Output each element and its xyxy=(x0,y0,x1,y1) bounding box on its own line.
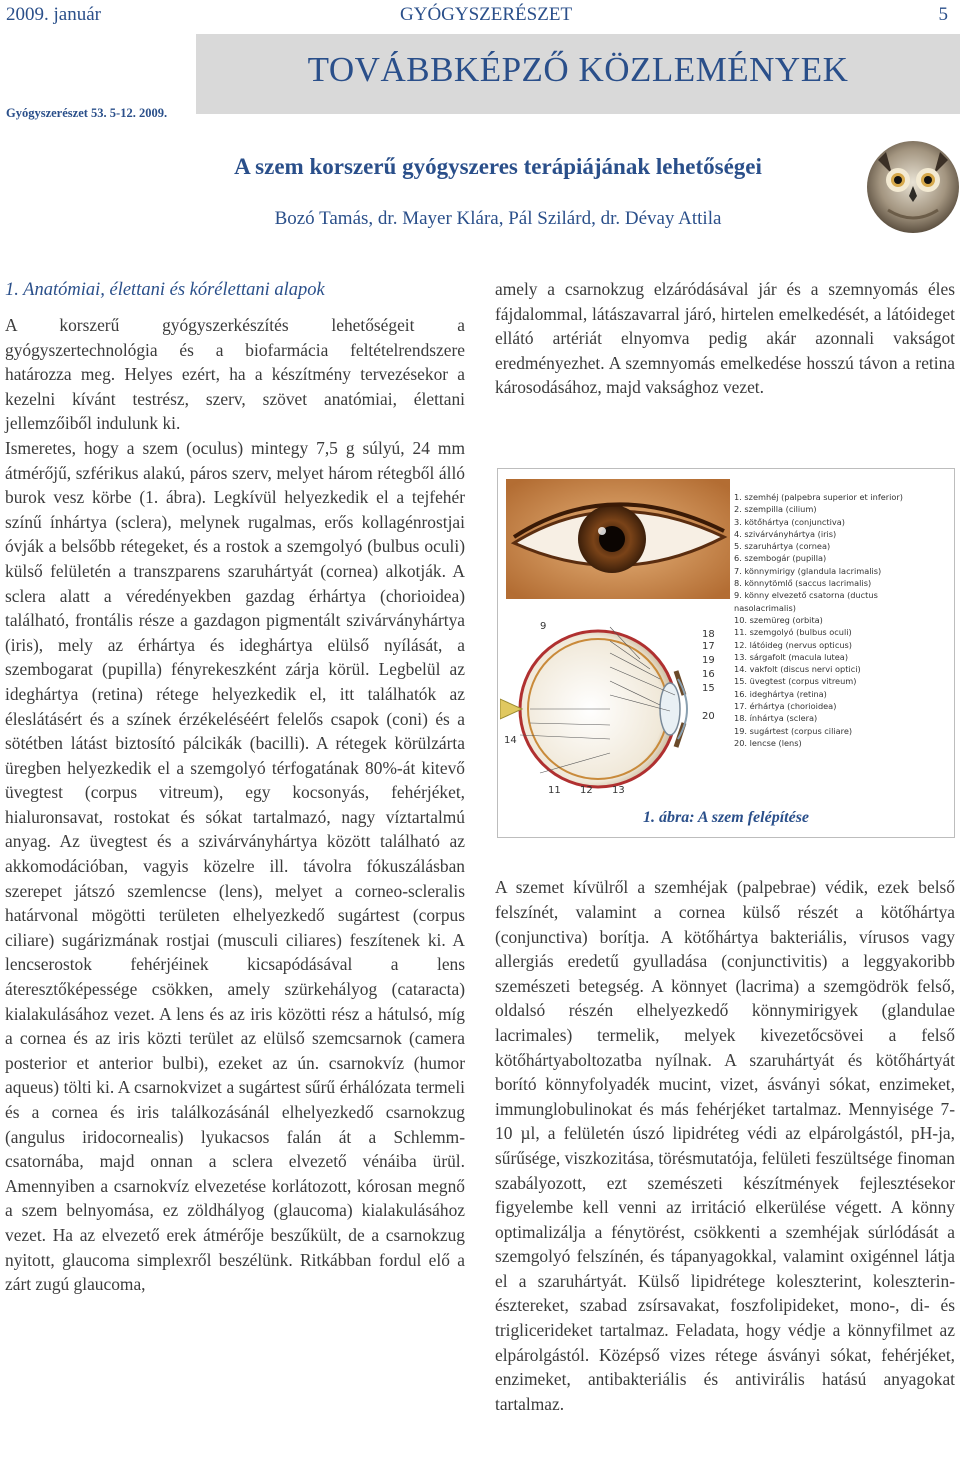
diagram-number: 13 xyxy=(612,785,625,796)
legend-item: 12. látóideg (nervus opticus) xyxy=(734,639,852,650)
issue-date: 2009. január xyxy=(6,4,101,25)
running-header xyxy=(6,4,954,30)
paragraph: Ismeretes, hogy a szem (oculus) mintegy 7,5 g súlyú, 24 mm átmérőjű, szférikus alakú, páros szerv, melyet három rétegből álló burok vesz körbe (1. ábra). Legkívül helyezkedik el a tejfehér színű ínhártya (sclera), melynek rugalmas, erős kollagénrostjai óvják a belsőbb rétegeket, és a rostok a szemgolyó (bulbus oculi) külső felületén a transzparens szaruhártyát (cornea) alkotják. A sclera alatt a véredényekben gazdag érhártya (chorioidea) található, frontális része a gazdagon pigmentált szivárványhártya (iris), mely az érhártya és ideghártya elülső nyílását, a szembogarat (pupilla) fényrekeszként zárja körül. Legbelül az ideghártya (retina) rétege helyezkedik el, itt találhatók az éleslátásért és a színek érzékeléséért felelős csapok (coni) és a sötétben látást biztosító pálcikák (bacilli). A rétegek körülzárta üregben helyezkedik el a szemgolyó térfogatának 80%-át kitevő üvegtest (corpus vitreum), egy kocsonyás, fehérjéket, hialuronsavat, rostokat és sókat tartalmazó, nagy víztartalmú anyag. Az üvegtest és a szivárványhártya között található az akkomodációban, vagyis közelre ill. távolra fókuszálásban szerepet játszó szemlencse (lens), melyet a corneo-scleralis határvonal mögötti területen elhelyezkedő sugártest (corpus ciliare) sugárizmának rostjai (musculi ciliares) feszítenek ki. A lencserostok fehérjéinek kicsapódásával a lens áteresztőképessége csökken, amely szürkehályog (cataracta) kialakulásához vezet. A lens és az iris közötti rész a hátulsó, míg a cornea és az iris közti terület az elülső szemcsarnok (camera posterior et anterior bulbi), ezeket az ún. csarnokvíz (humor aqueus) tölti ki. A csarnokvizet a sugártest sűrű érhálózata termeli és a cornea és iris találkozásánál elhelyezkedő csarnokzug (angulus iridocornealis) lyukacsos falán át a Schlemm-csatornába, majd onnan a sclera elvezető vénáiba ürül. Amennyiben a csarnokvíz elvezetése korlátozott, kórosan megnő a szem belnyomása, ez zöldhályog (glaucoma) kialakulásához vezet. Ha az elvezető erek átmérője beszűkült, de a csarnokzug nyitott, glaucoma simplexről beszélünk. Ritkábban fordul elő a zárt zugú glaucoma, xyxy=(5,437,465,1295)
legend-item: 6. szembogár (pupilla) xyxy=(734,553,827,564)
eye-anatomy-figure xyxy=(497,468,955,838)
article-authors: Bozó Tamás, dr. Mayer Klára, Pál Szilárd, dr. Dévay Attila xyxy=(274,208,722,229)
page-number: 5 xyxy=(938,4,948,25)
legend-item: 20. lencse (lens) xyxy=(734,737,802,748)
legend-item: 17. érhártya (chorioidea) xyxy=(734,701,837,712)
paragraph: A szemet kívülről a szemhéjak (palpebrae) védik, ezek belső felszínét, valamint a cornea külső részét a kötőhártya (conjunctiva) borítja. A kötőhártya bakteriális, vírusos vagy allergiás eredetű gyulladása (conjunctivitis) a leggyakoribb szemészeti betegség. A könnyet (lacrima) a szemgödrök felső, oldalsó részén elhelyezkedő könnymirigyek (glandulae lacrimales) termelik, melyek kivezetőcsövei a felső kötőhártyaboltozatba nyílnak. A szaruhártyát és kötőhártyát borító könnyfolyadék mucint, vizet, ásványi sókat, enzimeket, immunglobulinokat és más fehérjéket tartalmaz. Mennyisége 7-10 µl, a felületén úszó lipidréteg védi az elpárolgástól, pH-ja, sűrűsége, viszkozitása, törésmutatója, felületi feszültsége finoman szabályozott, ezt szemészeti készítmények fejlesztésekor figyelembe kell venni az irritáció elkerülése végett. A könny optimalizálja a fénytörést, csökkenti a szemhéjak súrlódását a szemgolyó felszínén, és tápanyagokkal, valamint oxigénnel látja el a szaruhártyát. Külső lipidrétege koleszterint, koleszterin-észtereket, szabad zsírsavakat, foszfolipideket, mono-, di- és triglicerideket tartalmaz. Feladata, hogy védje a könnyfilmet az elpárolgástól. Középső vizes rétege ásványi sókat, fehérjéket, enzimeket, antibakteriális és antivirális hatású anyagokat tartalmaz. xyxy=(495,877,955,1414)
diagram-number: 14 xyxy=(504,735,517,746)
legend-item: 1. szemhéj (palpebra superior et inferior) xyxy=(734,492,903,502)
legend-item: nasolacrimalis) xyxy=(734,602,796,613)
diagram-number: 19 xyxy=(702,655,715,666)
diagram-number: 16 xyxy=(702,669,715,680)
legend-item: 10. szemüreg (orbita) xyxy=(734,614,823,625)
figure-legend xyxy=(734,491,950,749)
article-title: A szem korszerű gyógyszeres terápiájának lehetőségei xyxy=(234,154,762,179)
right-column-bottom xyxy=(495,858,955,1434)
legend-item: 7. könnymirigy (glandula lacrimalis) xyxy=(734,565,882,576)
legend-item: 9. könny elvezető csatorna (ductus xyxy=(734,590,878,601)
diagram-number: 20 xyxy=(702,711,715,722)
right-column-top xyxy=(495,277,955,400)
legend-item: 15. üvegtest (corpus vitreum) xyxy=(734,676,857,687)
diagram-number: 18 xyxy=(702,629,715,640)
paragraph: A korszerű gyógyszerkészítés lehetőségeit a gyógyszertechnológia és a biofarmácia feltételrendszere határozza meg. Helyes ezért, ha a készítmény tervezésekor a kezelni kívánt testrész, szerv, szövet anatómiai, élettani jellemzőiből indulunk ki. xyxy=(5,315,465,434)
section-banner xyxy=(196,34,960,114)
legend-item: 14. vakfolt (discus nervi optici) xyxy=(734,664,861,675)
diagram-number: 17 xyxy=(702,641,715,652)
legend-item: 19. sugártest (corpus ciliare) xyxy=(734,725,853,736)
diagram-number: 9 xyxy=(540,621,547,632)
diagram-number: 15 xyxy=(702,683,715,694)
legend-item: 3. kötőhártya (conjunctiva) xyxy=(734,516,845,527)
left-column xyxy=(5,277,465,1297)
legend-item: 11. szemgolyó (bulbus oculi) xyxy=(734,627,852,638)
figure-caption: 1. ábra: A szem felépítése xyxy=(642,809,810,826)
eye-illustration xyxy=(500,473,736,803)
legend-item: 18. ínhártya (sclera) xyxy=(734,713,818,724)
paragraph: amely a csarnokzug elzáródásával jár és a szemnyomás éles fájdalommal, látászavarral járó, hirtelen emelkedését, a látóideget ellátó artériát elnyomva pedig akár azonnali vakságot eredményezhet. A szemnyomás emelkedése hosszú távon a retina károsodásához, majd vaksághoz vezet. xyxy=(495,279,955,398)
owl-logo xyxy=(866,140,960,234)
journal-name: GYÓGYSZERÉSZET xyxy=(400,4,573,25)
legend-item: 8. könnytömlő (saccus lacrimalis) xyxy=(734,578,872,589)
legend-item: 4. szivárványhártya (iris) xyxy=(734,528,837,539)
section-heading: 1. Anatómiai, élettani és kórélettani alapok xyxy=(5,280,325,300)
legend-item: 5. szaruhártya (cornea) xyxy=(734,541,831,552)
legend-item: 2. szempilla (cilium) xyxy=(734,504,817,515)
diagram-number: 12 xyxy=(580,785,593,796)
citation: Gyógyszerészet 53. 5-12. 2009. xyxy=(6,106,168,120)
legend-item: 16. ideghártya (retina) xyxy=(734,688,827,699)
banner-title: TOVÁBBKÉPZŐ KÖZLEMÉNYEK xyxy=(307,50,849,89)
legend-item: 13. sárgafolt (macula lutea) xyxy=(734,651,849,662)
diagram-number: 11 xyxy=(548,785,561,796)
